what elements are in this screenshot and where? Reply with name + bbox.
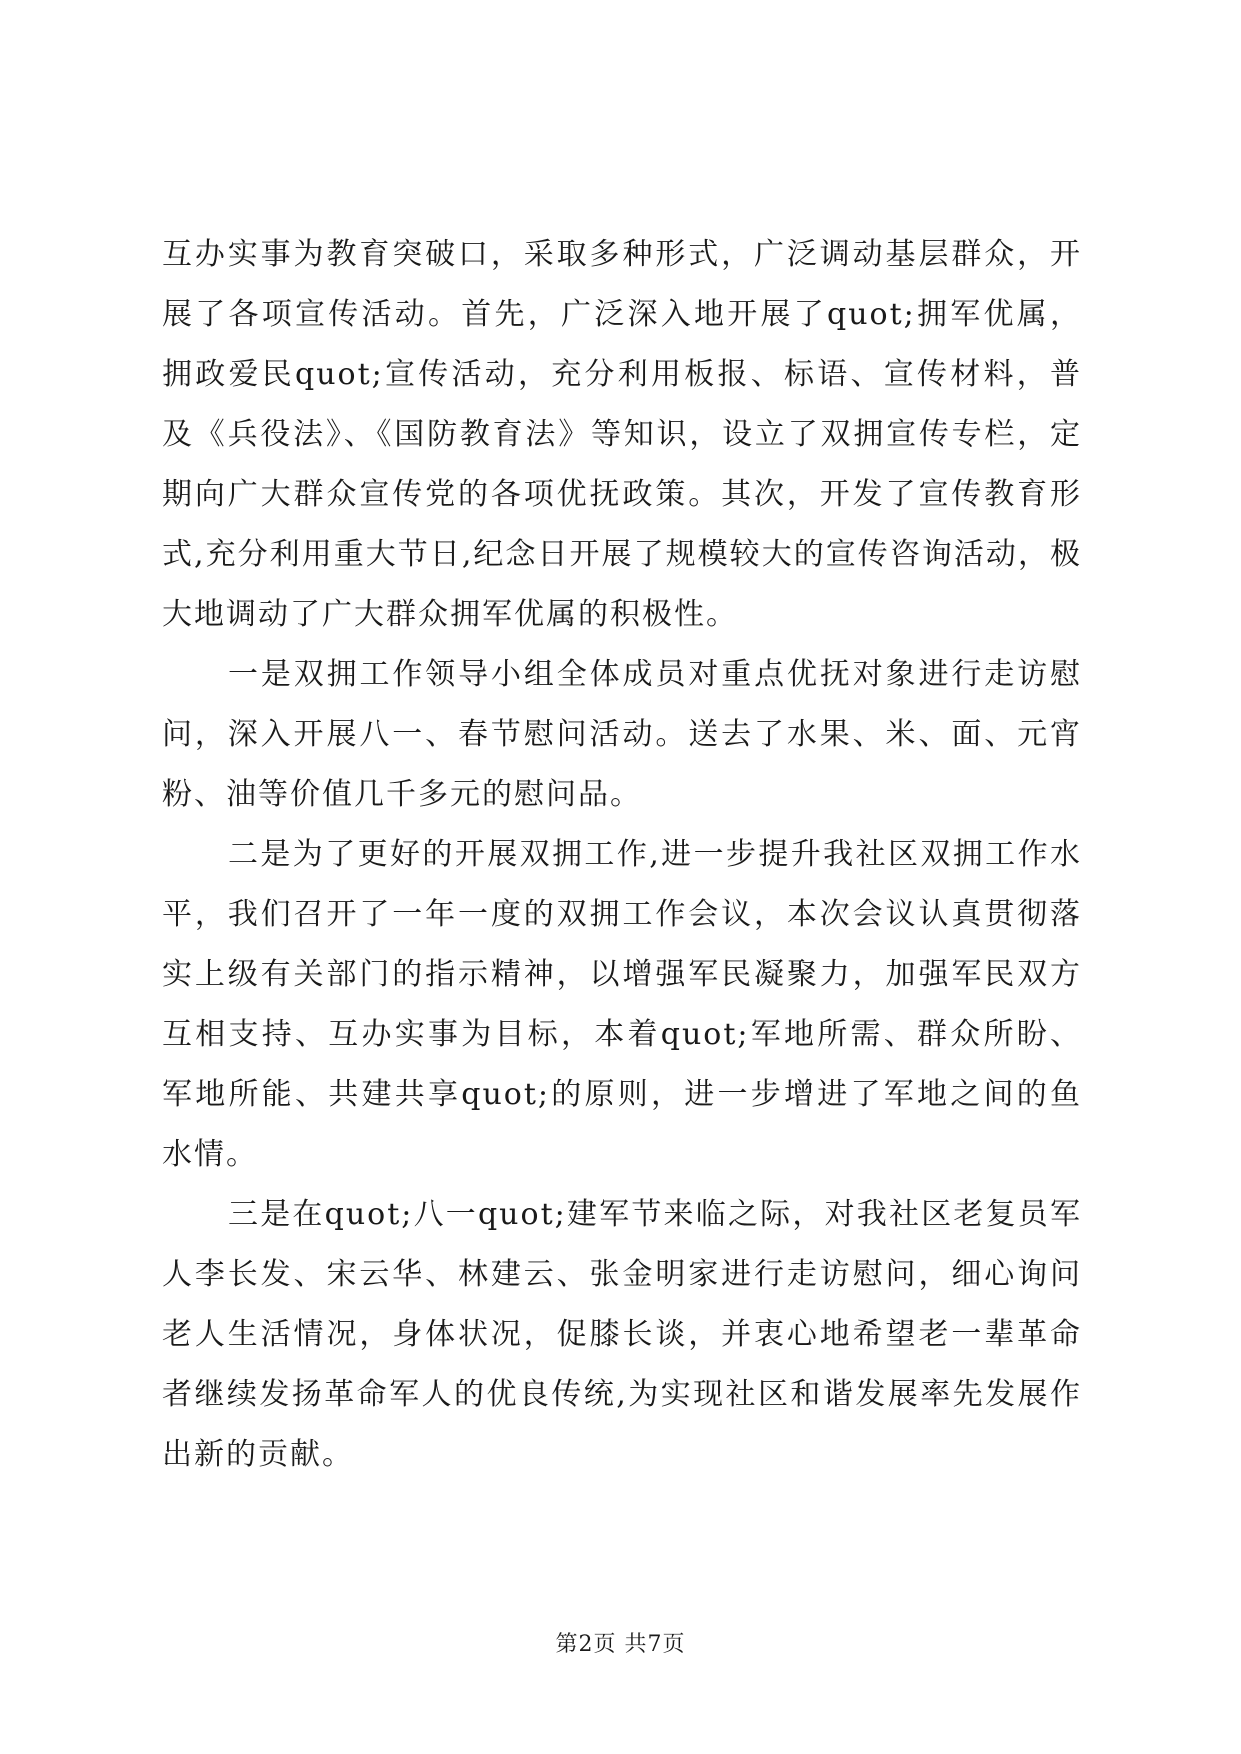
- body-paragraph-1: 互办实事为教育突破口，采取多种形式，广泛调动基层群众，开展了各项宣传活动。首先，广泛深入地开展了quot;拥军优属，拥政爱民quot;宣传活动，充分利用板报、标语、宣传材料，普及《兵役法》、《国防教育法》等知识，设立了双拥宣传专栏，定期向广大群众宣传党的各项优抚政策。其次，开发了宣传教育形式,充分利用重大节日,纪念日开展了规模较大的宣传咨询活动，极大地调动了广大群众拥军优属的积极性。: [162, 237, 1082, 632]
- document-body: [162, 225, 1082, 1485]
- page-number-label: 第2页 共7页: [555, 1632, 686, 1657]
- body-paragraph-2: 一是双拥工作领导小组全体成员对重点优抚对象进行走访慰问，深入开展八一、春节慰问活动。送去了水果、米、面、元宵粉、油等价值几千多元的慰问品。: [162, 657, 1082, 812]
- body-paragraph-3: 二是为了更好的开展双拥工作,进一步提升我社区双拥工作水平，我们召开了一年一度的双拥工作会议，本次会议认真贯彻落实上级有关部门的指示精神，以增强军民凝聚力，加强军民双方互相支持、互办实事为目标，本着quot;军地所需、群众所盼、军地所能、共建共享quot;的原则，进一步增进了军地之间的鱼水情。: [162, 837, 1082, 1172]
- page-footer: [0, 1630, 1241, 1660]
- body-paragraph-4: 三是在quot;八一quot;建军节来临之际，对我社区老复员军人李长发、宋云华、林建云、张金明家进行走访慰问，细心询问老人生活情况，身体状况，促膝长谈，并衷心地希望老一辈革命者继续发扬革命军人的优良传统,为实现社区和谐发展率先发展作出新的贡献。: [162, 1197, 1082, 1472]
